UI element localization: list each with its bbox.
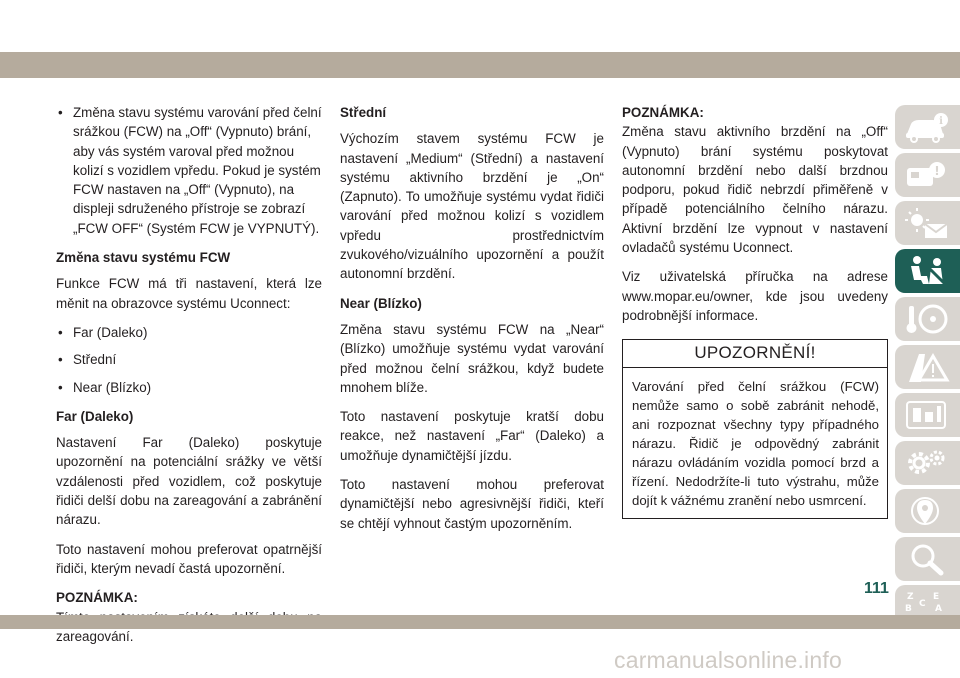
tab-search[interactable] [895, 537, 960, 581]
page-number: 111 [864, 580, 889, 597]
fcw-settings-text: Funkce FCW má tři nastavení, která lze měnit na obrazovce systému Uconnect: [56, 276, 322, 311]
tab-safety[interactable] [895, 249, 960, 293]
warning-text: Varování před čelní srážkou (FCW) nemůže samo o sobě zabránit nehodě, ani rozpoznat všechny typy případného nárazu. Řidič je odpovědný zabránit nárazu ovládáním vozidla pomocí brzd a řízení. Nedodržíte-li tuto výstrahu, může dojít k vážnému zranění nebo usmrcení. [632, 378, 879, 508]
option-near: • Near (Blízko) [56, 378, 322, 397]
svg-text:B: B [905, 604, 912, 614]
map-pin-icon [903, 494, 951, 528]
warning-box [622, 339, 888, 518]
tab-maintenance[interactable] [895, 441, 960, 485]
column-right [622, 103, 888, 519]
medium-heading: Střední [340, 105, 387, 120]
note-text-left: zareagování. [56, 628, 134, 644]
svg-text:!: ! [934, 164, 940, 178]
footer-band [0, 615, 960, 629]
near-text: Změna stavu systému FCW na „Near“ (Blízko) umožňuje systému vydat varování před možnou čelní srážkou, když budete mnohem blíže. [340, 321, 604, 395]
seat-airbag-icon [903, 254, 951, 288]
dashboard-envelope-icon [903, 206, 951, 240]
intro-bullet: • Změna stavu systému varování před čelní srážkou (FCW) na „Off“ (Vypnuto) brání, aby vás systém varoval před možnou kolizí s vozidlem vpředu. Pokud je systém FCW nastaven na „Off“ (Vypnuto), na displeji sdruženého přístroje se zobrazí „FCW OFF“ (Systém FCW je VYPNUTÝ). [56, 103, 322, 238]
tab-index[interactable] [895, 585, 960, 615]
tab-starting[interactable] [895, 297, 960, 341]
svg-text:C: C [919, 599, 926, 609]
medium-text: Výchozím stavem systému FCW je nastavení „Medium“ (Střední) a nastavení systému aktivního brzdění je „On“ (Zapnuto). To umožňuje systému vydat řidiči varování před možnou kolizí s vozidlem vpředu prostřednictvím zvukového/vizuálního upozornění a použít autonomní brzdění. [340, 131, 604, 282]
intro-bullet-list [56, 103, 322, 238]
near-heading: Near (Blízko) [340, 295, 422, 311]
svg-text:E: E [933, 592, 940, 602]
options-list [56, 323, 322, 397]
road-warning-icon [903, 350, 951, 384]
reference-text: Viz uživatelská příručka na adrese www.mopar.eu/owner, kde jsou uvedeny podrobnější informace. [622, 269, 888, 323]
far-text-2: Toto nastavení mohou preferovat opatrnější řidiči, kterým nevadí častá upozornění. [56, 541, 322, 576]
far-text: Nastavení Far (Daleko) poskytuje upozornění na potenciální srážky ve větší vzdálenosti před vozidlem, což poskytuje řidiči delší dobu na zareagování a zabránění nárazu. [56, 435, 322, 528]
tab-dashboard[interactable] [895, 201, 960, 245]
gauge-icon [903, 398, 951, 432]
svg-text:i: i [939, 116, 943, 127]
car-info-icon [903, 110, 951, 144]
far-heading: Far (Daleko) [56, 408, 134, 424]
tab-car-info[interactable] [895, 105, 960, 149]
magnifier-icon [903, 542, 951, 576]
tab-warning-lights[interactable] [895, 153, 960, 197]
near-text-2: Toto nastavení poskytuje kratší dobu reakce, než nastavení „Far“ (Daleko) a umožňuje dynamičtější jízdu. [340, 409, 604, 463]
note-text-right: Změna stavu aktivního brzdění na „Off“ (Vypnuto) brání systému poskytovat autonomní brzdění nebo další brzdnou podporu, pokud řidič nebrzdí přiměřeně v případě potenciálního čelního nárazu. Aktivní brzdění lze vypnout v nastavení ovladačů systému Uconnect. [622, 124, 888, 256]
note-label-right: POZNÁMKA: [622, 105, 704, 120]
option-medium: • Střední [56, 350, 322, 369]
watermark: carmanualsonline.info [614, 647, 842, 673]
gear-icon [903, 446, 951, 480]
note-label-left: POZNÁMKA: [56, 590, 138, 606]
fcw-settings-heading: Změna stavu systému FCW [56, 250, 231, 266]
tab-emergency[interactable] [895, 345, 960, 389]
option-far: • Far (Daleko) [56, 323, 322, 342]
svg-text:Z: Z [907, 592, 914, 602]
warning-light-icon [903, 158, 951, 192]
key-steering-icon [903, 302, 951, 336]
header-band [0, 52, 960, 78]
warning-title: UPOZORNĚNÍ! [623, 340, 887, 367]
column-left [56, 103, 322, 656]
near-text-3: Toto nastavení mohou preferovat dynamičtější nebo agresivnější řidiči, kteří se chtějí vyhnout častým upozorněním. [340, 477, 604, 531]
tab-instruments[interactable] [895, 393, 960, 437]
svg-text:A: A [935, 604, 942, 614]
tab-multimedia[interactable] [895, 489, 960, 533]
column-middle [340, 103, 604, 543]
alphabet-index-icon [903, 590, 951, 616]
